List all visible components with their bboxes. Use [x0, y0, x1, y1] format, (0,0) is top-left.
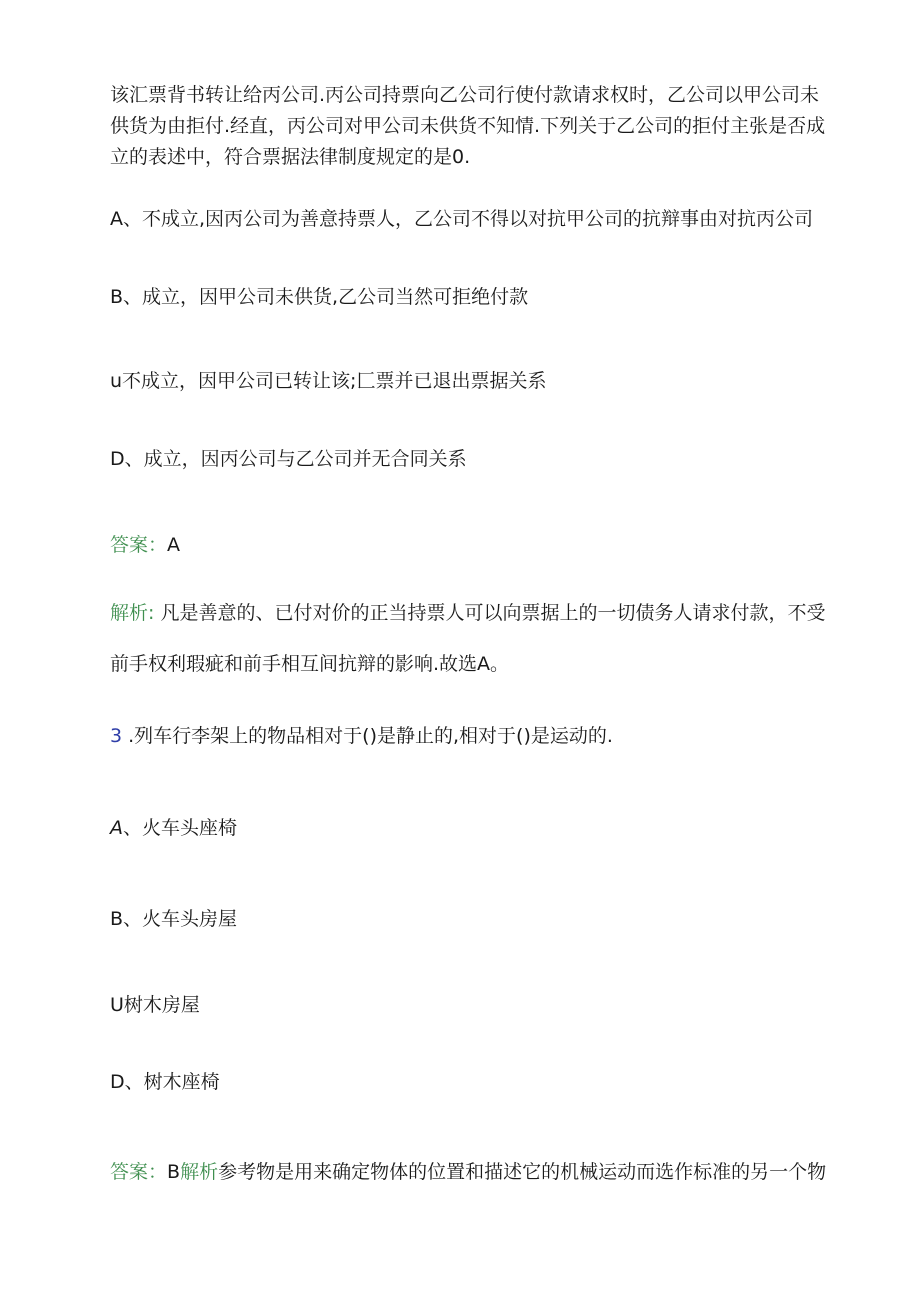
answer-label: 答案：: [110, 534, 168, 556]
question3-stem-text: .列车行李架上的物品相对于()是静止的,相对于()是运动的.: [122, 725, 613, 747]
analysis-text-1: 凡是善意的、已付对价的正当持票人可以向票据上的一切债务人请求付款，不受: [154, 602, 826, 624]
q3-option-b: B、火车头房屋: [110, 908, 238, 930]
question-number: 3: [110, 725, 123, 747]
q3-option-d: D、树木座椅: [110, 1071, 220, 1093]
question-stem-line-3: 立的表述中，符合票据法律制度规定的是0.: [110, 146, 471, 168]
answer-value: A: [167, 534, 181, 556]
question-stem-line-2: 供货为由拒付.经直，丙公司对甲公司未供货不知情.下列关于乙公司的拒付主张是否成: [110, 115, 826, 137]
q3-option-c: U树木房屋: [110, 994, 200, 1016]
analysis-line-1: [110, 604, 825, 623]
answer-line: [110, 536, 180, 555]
q3-analysis-label: 解析: [180, 1161, 219, 1183]
question-stem-line-1: 该汇票背书转让给丙公司.丙公司持票向乙公司行使付款请求权时，乙公司以甲公司未: [110, 84, 820, 106]
q3-option-a-text: 、火车头座椅: [123, 817, 238, 839]
option-a: A、不成立,因丙公司为善意持票人，乙公司不得以对抗甲公司的抗辩事由对抗丙公司: [110, 208, 814, 230]
analysis-line-2: 前手权利瑕疵和前手相互间抗辩的影响.故选A。: [110, 653, 510, 675]
q3-answer-value: B: [167, 1161, 181, 1183]
option-d: D、成立，因丙公司与乙公司并无合同关系: [110, 448, 467, 470]
analysis-label: 解析:: [110, 602, 155, 624]
q3-analysis-text: 参考物是用来确定物体的位置和描述它的机械运动而选作标准的另一个物: [218, 1161, 827, 1183]
q3-answer-line: [110, 1163, 826, 1182]
option-b: B、成立，因甲公司未供货,乙公司当然可拒绝付款: [110, 286, 529, 308]
q3-option-a-letter: A: [110, 817, 123, 839]
option-c: u不成立，因甲公司已转让该;匚票并已退出票据关系: [110, 370, 547, 392]
question3-stem: [110, 727, 613, 746]
q3-option-a: [110, 819, 237, 838]
q3-answer-label: 答案：: [110, 1161, 168, 1183]
